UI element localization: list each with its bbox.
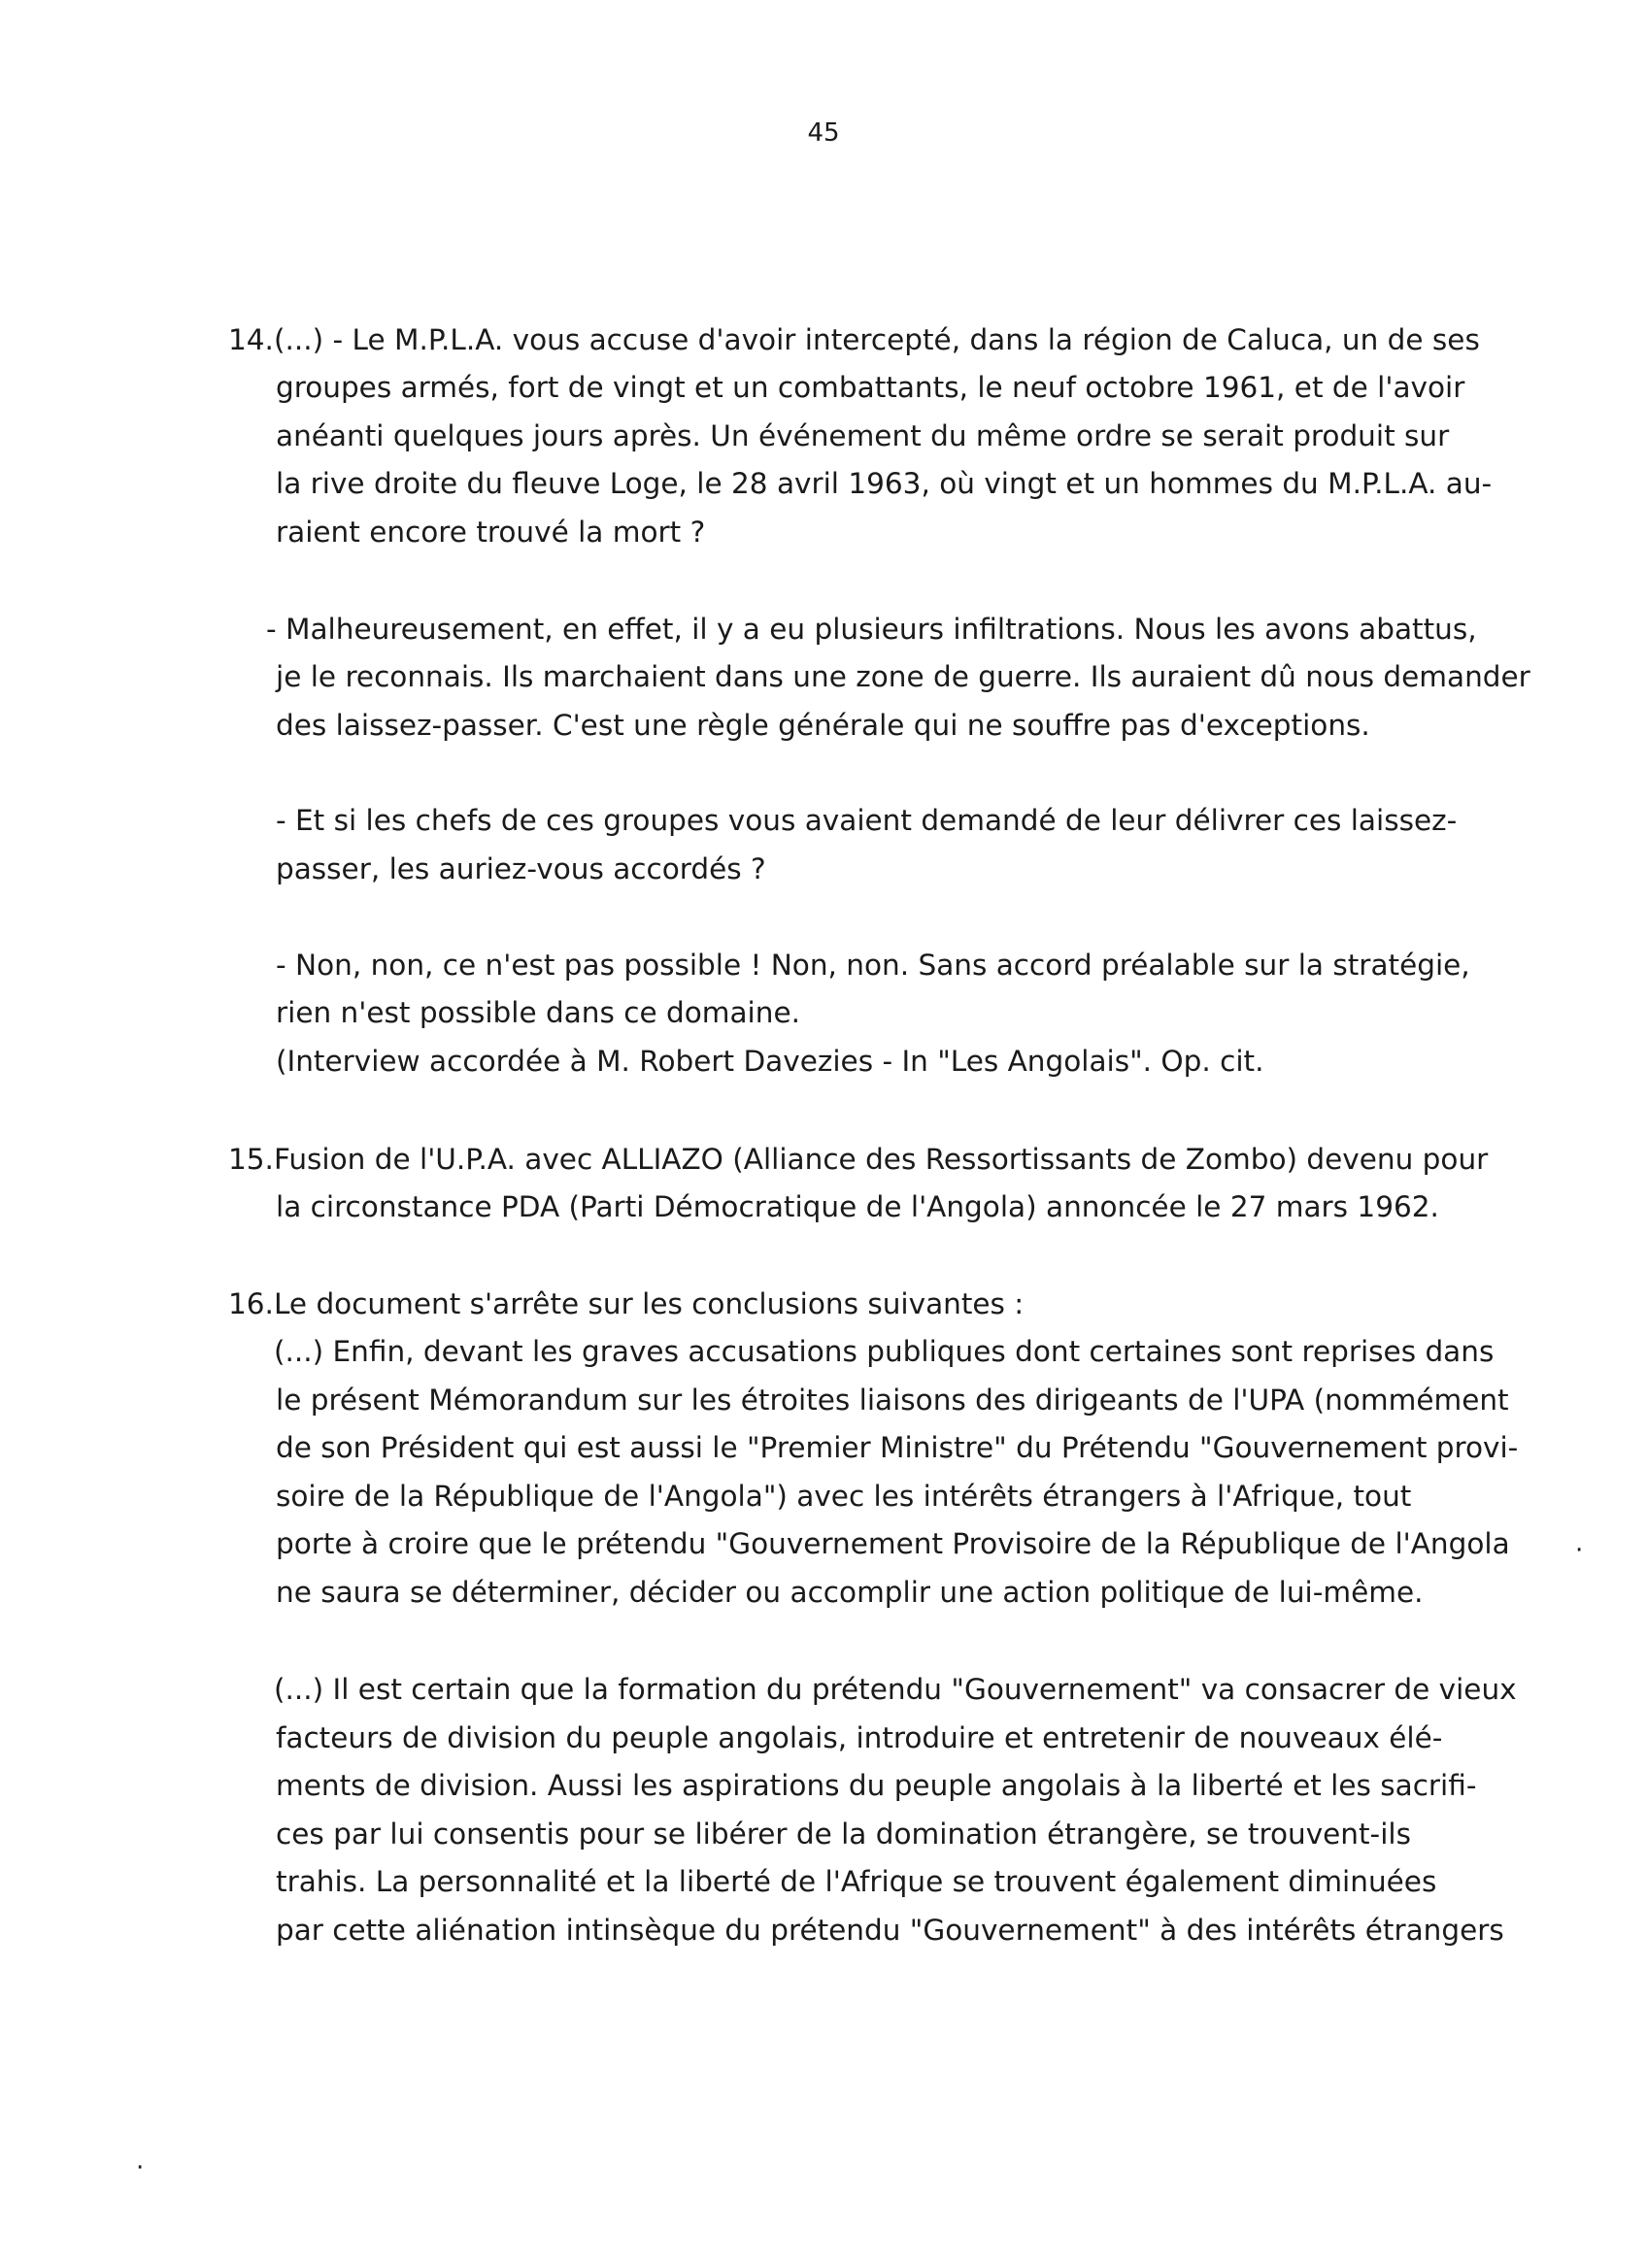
text-line: porte à croire que le prétendu "Gouvernement Provisoire de la République de l'Angola [276, 1527, 1510, 1560]
text-line: Le document s'arrête sur les conclusions suivantes : [274, 1287, 1025, 1320]
scan-speck: · [136, 2153, 145, 2183]
text-line: (...) Il est certain que la formation du prétendu "Gouvernement" va consacrer de vieux [274, 1673, 1517, 1706]
text-line: (...) - Le M.P.L.A. vous accuse d'avoir intercepté, dans la région de Caluca, un de ses [274, 323, 1480, 356]
text-line: ne saura se déterminer, décider ou accomplir une action politique de lui-même. [276, 1576, 1424, 1609]
note-number: 14. [228, 323, 274, 356]
text-line: soire de la République de l'Angola") avec les intérêts étrangers à l'Afrique, tout [276, 1480, 1412, 1513]
text-line: trahis. La personnalité et la liberté de l'Afrique se trouvent également diminuées [276, 1865, 1437, 1898]
text-line: rien n'est possible dans ce domaine. [276, 996, 800, 1029]
text-line: facteurs de division du peuple angolais, introduire et entretenir de nouveaux élé- [276, 1721, 1443, 1754]
scan-speck: · [1575, 1536, 1584, 1565]
text-line: par cette aliénation intinsèque du prétendu "Gouvernement" à des intérêts étrangers [276, 1914, 1504, 1947]
note-number: 16. [228, 1287, 274, 1320]
text-line: la rive droite du fleuve Loge, le 28 avril 1963, où vingt et un hommes du M.P.L.A. au- [276, 467, 1493, 500]
text-line: - Et si les chefs de ces groupes vous avaient demandé de leur délivrer ces laissez- [276, 804, 1458, 837]
text-line: ces par lui consentis pour se libérer de la domination étrangère, se trouvent-ils [276, 1818, 1411, 1851]
text-line: le présent Mémorandum sur les étroites liaisons des dirigeants de l'UPA (nommément [276, 1384, 1509, 1417]
text-line: raient encore trouvé la mort ? [276, 516, 706, 549]
note-number: 15. [228, 1143, 274, 1176]
text-line: la circonstance PDA (Parti Démocratique de l'Angola) annoncée le 27 mars 1962. [276, 1190, 1439, 1223]
text-line: de son Président qui est aussi le "Premier Ministre" du Prétendu "Gouvernement provi- [276, 1431, 1519, 1464]
text-line: des laissez-passer. C'est une règle générale qui ne souffre pas d'exceptions. [276, 709, 1370, 742]
text-line: - Non, non, ce n'est pas possible ! Non, non. Sans accord préalable sur la stratégie, [276, 949, 1470, 982]
page-number: 45 [807, 118, 840, 148]
text-line: (...) Enfin, devant les graves accusations publiques dont certaines sont reprises dans [274, 1335, 1495, 1368]
text-line: groupes armés, fort de vingt et un combattants, le neuf octobre 1961, et de l'avoir [276, 371, 1465, 404]
text-line: anéanti quelques jours après. Un événement du même ordre se serait produit sur [276, 419, 1450, 452]
text-line: je le reconnais. Ils marchaient dans une zone de guerre. Ils auraient dû nous demander [276, 660, 1530, 693]
text-line: Fusion de l'U.P.A. avec ALLIAZO (Alliance des Ressortissants de Zombo) devenu pour [274, 1143, 1489, 1176]
text-line: (Interview accordée à M. Robert Davezies - In "Les Angolais". Op. cit. [276, 1045, 1264, 1078]
text-line: passer, les auriez-vous accordés ? [276, 852, 766, 885]
text-line: - Malheureusement, en effet, il y a eu plusieurs infiltrations. Nous les avons abattus, [266, 613, 1477, 646]
text-line: ments de division. Aussi les aspirations du peuple angolais à la liberté et les sacrifi- [276, 1769, 1477, 1802]
